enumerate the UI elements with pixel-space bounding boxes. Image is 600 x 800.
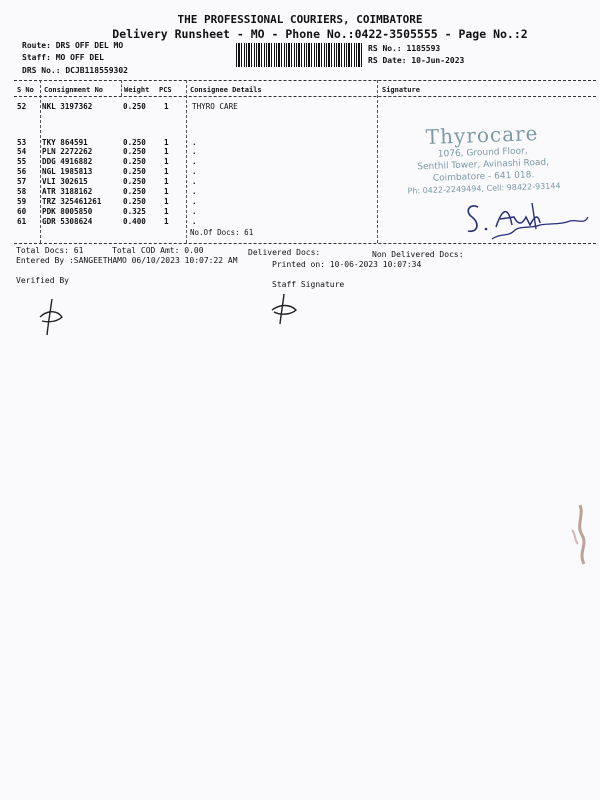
rs-date: RS Date: 10-Jun-2023	[368, 56, 465, 65]
runsheet-subtitle: Delivery Runsheet - MO - Phone No.:0422-3505555 - Page No.:2	[112, 27, 528, 41]
thyrocare-stamp	[397, 120, 570, 201]
stamp-line: Coimbatore - 641 018.	[432, 170, 535, 184]
total-cod: Total COD Amt: 0.00	[112, 246, 204, 255]
col-divider	[377, 80, 378, 243]
rs-number: RS No.: 1185593	[368, 44, 441, 53]
verifier-signature-icon	[32, 295, 72, 340]
entered-by: Entered By :SANGEETHAMO 06/10/2023 10:07:22 AM	[16, 256, 238, 265]
col-header-signature: Signature	[382, 86, 420, 94]
col-header-consignee: Consignee Details	[190, 86, 262, 94]
staff-signature-icon	[268, 292, 308, 327]
stamp-brand: Thyrocare	[425, 121, 539, 149]
no-of-docs: No.Of Docs: 61	[190, 228, 254, 237]
total-docs: Total Docs: 61	[16, 246, 84, 255]
col-header-sno: S No	[17, 86, 34, 94]
stain-mark-icon	[562, 500, 600, 570]
non-delivered-docs: Non Delivered Docs:	[372, 250, 464, 259]
stamp-line: Senthil Tower, Avinashi Road,	[417, 157, 550, 173]
printed-on: Printed on: 10-06-2023 10:07:34	[272, 260, 422, 269]
col-header-consignment: Consignment No	[44, 86, 104, 94]
col-header-pcs: PCS	[159, 86, 172, 94]
staff-signature-label: Staff Signature	[272, 280, 345, 289]
header-rule-bottom	[14, 96, 596, 97]
col-header-weight: Weight	[124, 86, 150, 94]
receiver-signature-icon	[460, 195, 600, 245]
verified-by-label: Verified By	[16, 276, 69, 285]
barcode	[236, 43, 363, 67]
route-label: Route: DRS OFF DEL MO	[22, 41, 124, 50]
drs-number: DRS No.: DCJB118559302	[22, 66, 128, 75]
delivered-docs: Delivered Docs:	[248, 248, 321, 257]
staff-label: Staff: MO OFF DEL	[22, 53, 104, 62]
col-divider	[186, 80, 187, 243]
company-title: THE PROFESSIONAL COURIERS, COIMBATORE	[177, 13, 423, 26]
stamp-line: Ph: 0422-2249494, Cell: 98422-93144	[407, 181, 561, 196]
col-divider	[121, 80, 122, 96]
col-divider	[40, 80, 41, 243]
stamp-line: 1076, Ground Floor,	[437, 146, 528, 160]
header-rule-top	[14, 80, 596, 81]
